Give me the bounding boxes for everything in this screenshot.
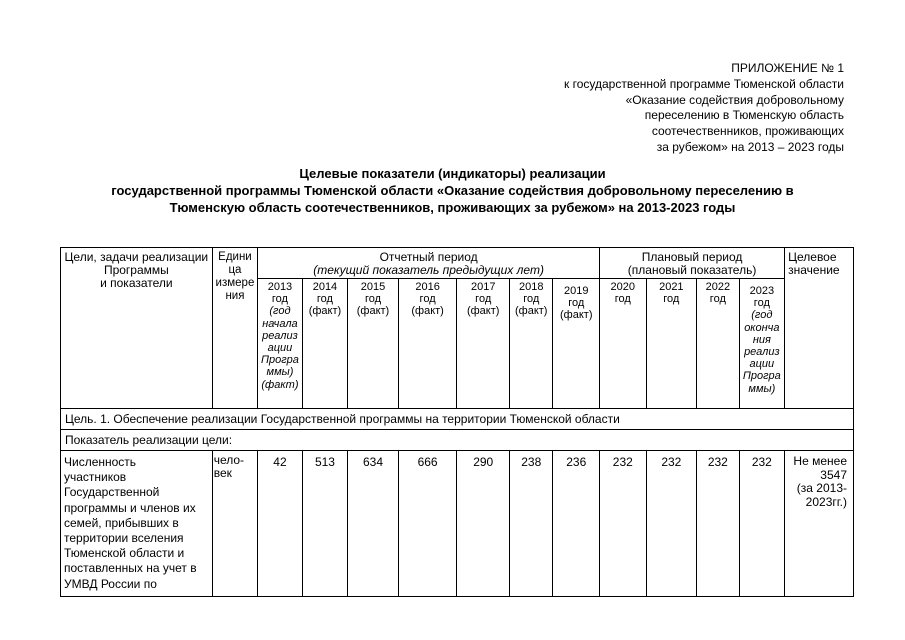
header-year-2017: 2017 год (факт) [457, 279, 510, 409]
target-value: Не менее 3547 (за 2013- 2023гг.) [785, 451, 854, 597]
title-line: Тюменскую область соотечественников, проживающих за рубежом» на 2013-2023 годы [169, 200, 736, 215]
value-2022: 232 [697, 451, 739, 597]
header-year-2023: 2023 год (год оконча ния реализ ации Програ ммы) [739, 279, 785, 409]
header-year-2022: 2022 год [697, 279, 739, 409]
header-year-2018: 2018 год (факт) [510, 279, 553, 409]
value-2019: 236 [553, 451, 600, 597]
header-year-2013: 2013 год (год начала реализ ации Програ ммы) (факт) [258, 279, 303, 409]
header-year-2020: 2020 год [600, 279, 647, 409]
appendix-line: к государственной программе Тюменской области [564, 76, 844, 91]
indicator-unit: чело- век [212, 451, 258, 597]
value-2018: 238 [510, 451, 553, 597]
header-year-2016: 2016 год (факт) [398, 279, 457, 409]
header-year-2019: 2019 год (факт) [553, 279, 600, 409]
appendix-line: ПРИЛОЖЕНИЕ № 1 [731, 61, 844, 75]
value-2021: 232 [646, 451, 697, 597]
title-line: государственной программы Тюменской области «Оказание содействия добровольному переселению в [111, 183, 794, 198]
value-2023: 232 [739, 451, 785, 597]
header-year-2014: 2014 год (факт) [302, 279, 348, 409]
value-2014: 513 [302, 451, 348, 597]
header-target: Целевое значение [785, 248, 854, 409]
header-unit: Едини ца измере ния [212, 248, 258, 409]
header-goals: Цели, задачи реализации Программы и показатели [61, 248, 213, 409]
goal-text: Цель. 1. Обеспечение реализации Государственной программы на территории Тюменской области [61, 409, 854, 430]
header-reporting-period: Отчетный период (текущий показатель предыдущих лет) [258, 248, 600, 279]
value-2017: 290 [457, 451, 510, 597]
appendix-line: за рубежом» на 2013 – 2023 годы [656, 139, 844, 154]
indicator-text: Показатель реализации цели: [61, 430, 854, 451]
goal-row [61, 409, 854, 430]
header-year-2021: 2021 год [646, 279, 697, 409]
indicators-table [60, 247, 854, 597]
title-line: Целевые показатели (индикаторы) реализации [299, 166, 606, 181]
header-year-2015: 2015 год (факт) [348, 279, 399, 409]
value-2016: 666 [398, 451, 457, 597]
appendix-line: переселению в Тюменскую область [644, 108, 844, 123]
appendix-block [504, 61, 844, 156]
header-planned-period: Плановый период (плановый показатель) [600, 248, 785, 279]
value-2013: 42 [258, 451, 303, 597]
table-row [61, 451, 854, 597]
document-title [40, 165, 865, 216]
appendix-line: соотечественников, проживающих [651, 124, 844, 139]
appendix-line: «Оказание содействия добровольному [625, 92, 844, 107]
value-2015: 634 [348, 451, 399, 597]
indicator-row [61, 430, 854, 451]
indicator-name: Численность участников Государственной программы и членов их семей, прибывших в территории вселения Тюменской области и поставленных на учет в УМВД России по [61, 451, 213, 597]
value-2020: 232 [600, 451, 647, 597]
header-row-1 [61, 248, 854, 279]
